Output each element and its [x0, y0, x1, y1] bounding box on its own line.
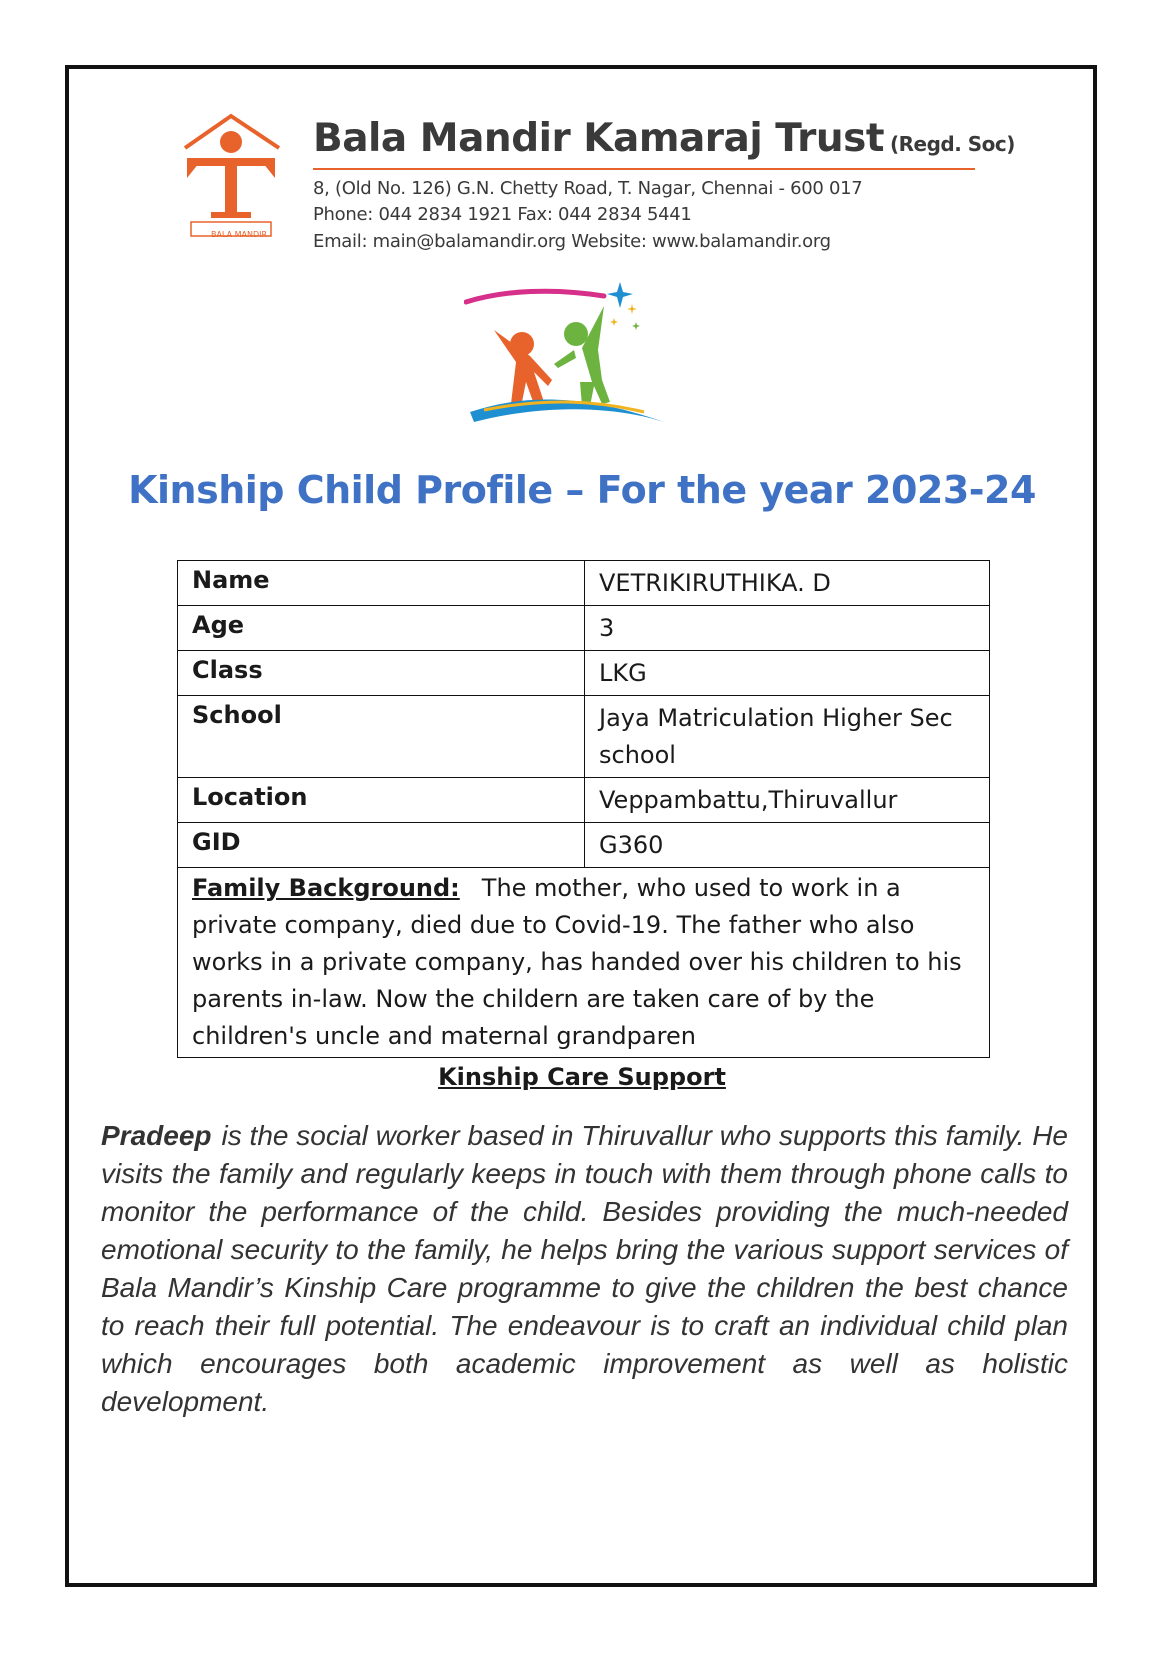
- letterhead: [183, 112, 1015, 262]
- row-label-school: School: [178, 696, 585, 778]
- social-worker-name: Pradeep: [101, 1120, 212, 1151]
- table-row: [178, 606, 990, 651]
- table-row: [178, 778, 990, 823]
- row-value-age: 3: [585, 606, 990, 651]
- family-background-label: Family Background:: [192, 874, 460, 902]
- org-divider: [313, 168, 975, 170]
- org-name-text: Bala Mandir Kamaraj Trust: [313, 116, 884, 161]
- org-regd: (Regd. Soc): [889, 132, 1015, 156]
- row-label-location: Location: [178, 778, 585, 823]
- org-phone-fax: Phone: 044 2834 1921 Fax: 044 2834 5441: [313, 204, 692, 225]
- profile-table: [177, 560, 990, 1058]
- table-row: [178, 561, 990, 606]
- table-row-family: [178, 868, 990, 1058]
- row-value-school: Jaya Matriculation Higher Sec school: [585, 696, 990, 778]
- table-row: [178, 696, 990, 778]
- row-label-name: Name: [178, 561, 585, 606]
- row-label-gid: GID: [178, 823, 585, 868]
- support-paragraph: [101, 1117, 1068, 1421]
- row-value-location: Veppambattu,Thiruvallur: [585, 778, 990, 823]
- org-address: 8, (Old No. 126) G.N. Chetty Road, T. Nagar, Chennai - 600 017: [313, 178, 863, 199]
- table-row: [178, 823, 990, 868]
- support-heading: Kinship Care Support: [438, 1063, 726, 1091]
- row-value-class: LKG: [585, 651, 990, 696]
- logo-caption: BALA MANDIR: [210, 230, 268, 239]
- table-row: [178, 651, 990, 696]
- row-value-name: VETRIKIRUTHIKA. D: [585, 561, 990, 606]
- page-title: Kinship Child Profile – For the year 2023-24: [128, 468, 1036, 512]
- row-label-class: Class: [178, 651, 585, 696]
- support-text: is the social worker based in Thiruvallur who supports this family. He visits the family and regularly keeps in touch with them through phone calls to monitor the performance of the child. Besides providing the much-needed emotional security to the family, he helps bring the various support services of Bala Mandir’s Kinship Care programme to give the children the best chance to reach their full potential. The endeavour is to craft an individual child plan which encourages both academic improvement as well as holistic development.: [101, 1120, 1068, 1417]
- family-background-text: The mother, who used to work in a private company, died due to Covid-19. The father who also works in a private company, has handed over his children to his parents in-law. Now the childern are taken care of by the children's uncle and maternal grandparen: [192, 874, 962, 1050]
- org-email-website: Email: main@balamandir.org Website: www.balamandir.org: [313, 231, 831, 252]
- row-label-age: Age: [178, 606, 585, 651]
- kinship-kids-logo-icon: [464, 282, 684, 452]
- row-value-gid: G360: [585, 823, 990, 868]
- family-background-cell: [178, 868, 990, 1058]
- org-name: [313, 116, 1015, 161]
